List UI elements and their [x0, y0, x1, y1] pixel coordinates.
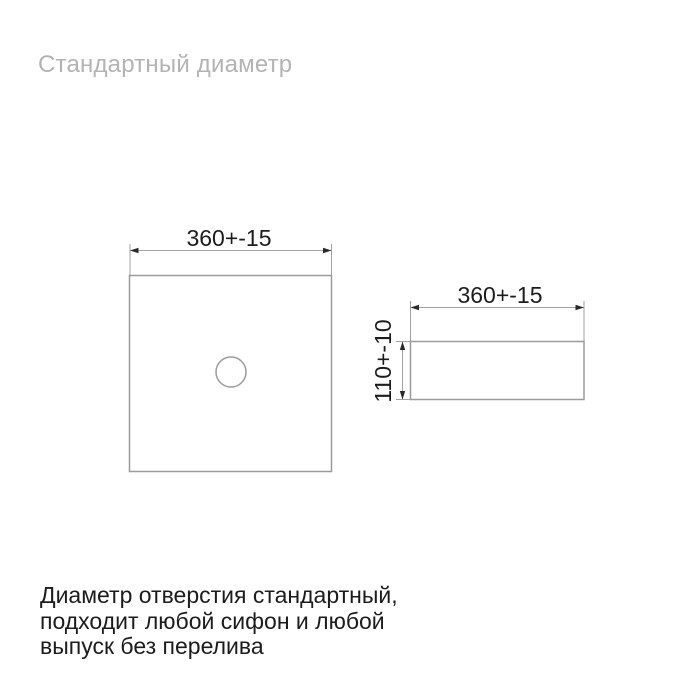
arrow-left-icon: [130, 248, 139, 253]
arrow-up-icon: [400, 342, 405, 351]
side-width-dimension-label: 360+-15: [457, 282, 543, 308]
caption-line-1: Диаметр отверстия стандартный,: [40, 582, 398, 608]
drain-hole-circle: [216, 357, 246, 387]
arrow-right-icon: [576, 305, 585, 310]
front-width-dimension-label: 360+-15: [186, 225, 272, 251]
caption-text: [40, 583, 398, 660]
side-view-outline: [411, 342, 585, 400]
arrow-right-icon: [323, 248, 332, 253]
front-view-outline: [130, 276, 332, 472]
arrow-left-icon: [411, 305, 420, 310]
side-height-dimension-label: 110+-10: [370, 319, 396, 403]
arrow-down-icon: [400, 391, 405, 400]
front-view: [130, 225, 332, 472]
page-title: Стандартный диаметр: [38, 51, 293, 78]
caption-line-2: подходит любой сифон и любой: [40, 607, 385, 634]
caption-line-3: выпуск без перелива: [40, 633, 264, 659]
side-view: [370, 282, 584, 403]
